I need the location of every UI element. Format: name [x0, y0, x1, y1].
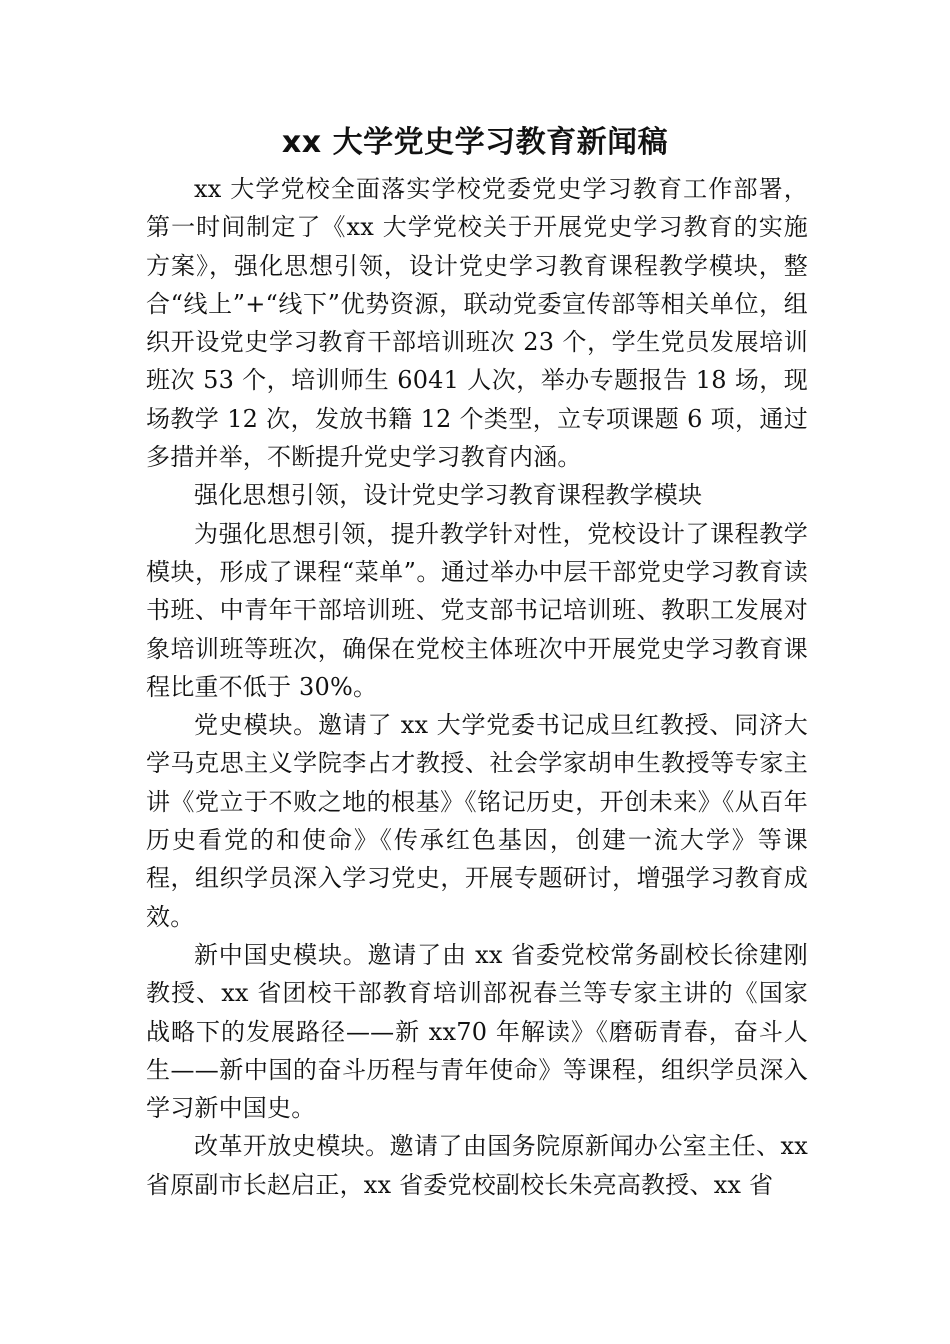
reform-history-module-paragraph: 改革开放史模块。邀请了由国务院原新闻办公室主任、xx 省原副市长赵启正，xx 省委党校副校长朱亮高教授、xx 省 [146, 1132, 808, 1199]
party-history-module-paragraph: 党史模块。邀请了 xx 大学党委书记成旦红教授、同济大学马克思主义学院李占才教授、社会学家胡申生教授等专家主讲《党立于不败之地的根基》《铭记历史，开创未来》《从百年历史看党的和使命》《传承红色基因，创建一流大学》等课程，组织学员深入学习党史，开展专题研讨，增强学习教育成效。 [146, 711, 808, 931]
document-title: xx 大学党史学习教育新闻稿 [281, 125, 669, 160]
section-heading: 强化思想引领，设计党史学习教育课程教学模块 [194, 481, 703, 510]
new-china-history-module-paragraph: 新中国史模块。邀请了由 xx 省委党校常务副校长徐建刚教授、xx 省团校干部教育培训部祝春兰等专家主讲的《国家战略下的发展路径——新 xx70 年解读》《磨砺青春，奋斗人生——新中国的奋斗历程与青年使命》等课程，组织学员深入学习新中国史。 [146, 940, 808, 1123]
teaching-module-paragraph: 为强化思想引领，提升教学针对性，党校设计了课程教学模块，形成了课程“菜单”。通过举办中层干部党史学习教育读书班、中青年干部培训班、党支部书记培训班、教职工发展对象培训班等班次，确保在党校主体班次中开展党史学习教育课程比重不低于 30%。 [146, 519, 808, 701]
intro-paragraph: xx 大学党校全面落实学校党委党史学习教育工作部署，第一时间制定了《xx 大学党校关于开展党史学习教育的实施方案》，强化思想引领，设计党史学习教育课程教学模块，整合“线上”+“线下”优势资源，联动党委宣传部等相关单位，组织开设党史学习教育干部培训班次 23 个，学生党员发展培训班次 53 个，培训师生 6041 人次，举办专题报告 18 场，现场教学 12 次，发放书籍 12 个类型，立专项课题 6 项，通过多措并举，不断提升党史学习教育内涵。 [146, 175, 808, 472]
document-body [146, 170, 808, 1204]
